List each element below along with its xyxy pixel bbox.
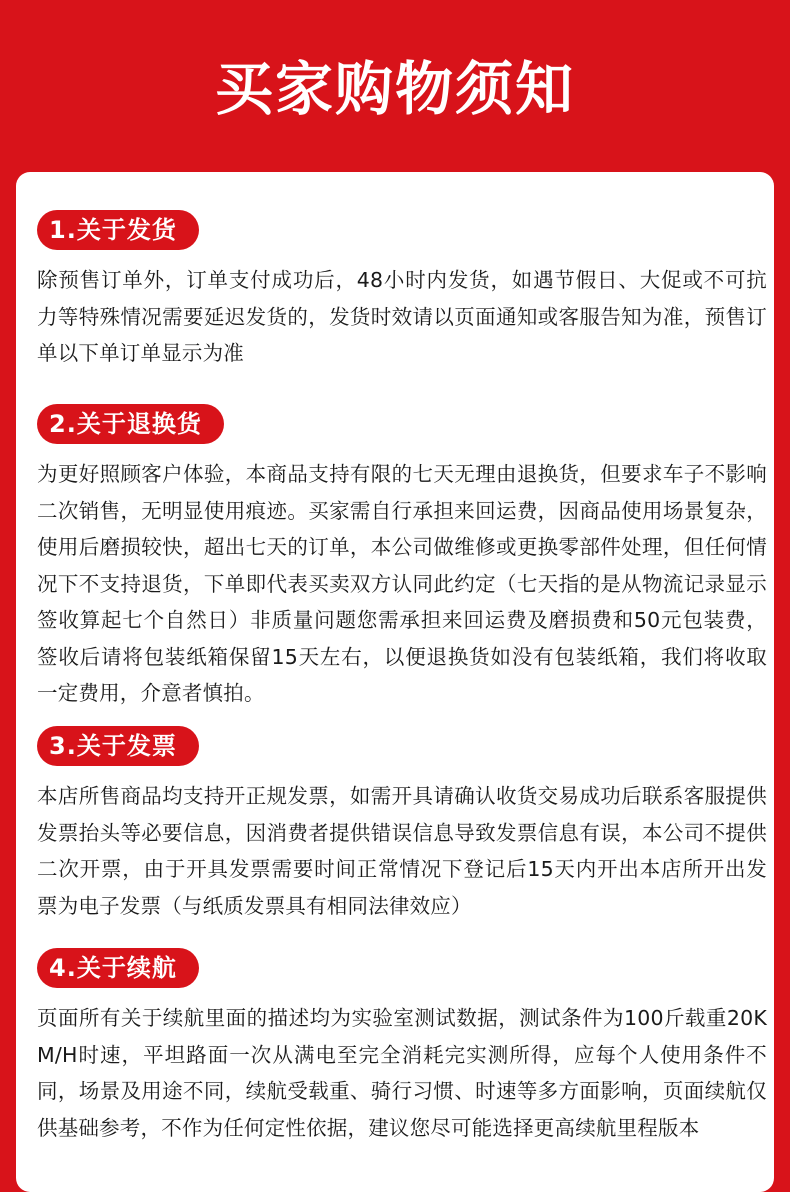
section-body-returns: 为更好照顾客户体验，本商品支持有限的七天无理由退换货，但要求车子不影响二次销售，无明显使用痕迹。买家需自行承担来回运费，因商品使用场景复杂，使用后磨损较快，超出七天的订单，本公司做维修或更换零部件处理，但任何情况下不支持退货，下单即代表买卖双方认同此约定（七天指的是从物流记录显示签收算起七个自然日）非质量问题您需承担来回运费及磨损费和50元包装费，签收后请将包装纸箱保留15天左右，以便退换货如没有包装纸箱，我们将收取一定费用，介意者慎拍。 [37,462,767,705]
section-body-range: 页面所有关于续航里面的描述均为实验室测试数据，测试条件为100斤载重20KM/H时速，平坦路面一次从满电至完全消耗完实测所得，应每个人使用条件不同，场景及用途不同，续航受载重、骑行习惯、时速等多方面影响，页面续航仅供基础参考，不作为任何定性依据，建议您尽可能选择更高续航里程版本 [37,1006,767,1140]
section-heading-shipping: 1.关于发货 [37,210,199,250]
section-heading-invoice: 3.关于发票 [37,726,199,766]
section-heading-returns: 2.关于退换货 [37,404,224,444]
section-heading-range: 4.关于续航 [37,948,199,988]
section-range [37,948,767,1146]
section-body-invoice: 本店所售商品均支持开正规发票，如需开具请确认收货交易成功后联系客服提供发票抬头等必要信息，因消费者提供错误信息导致发票信息有误，本公司不提供二次开票，由于开具发票需要时间正常情况下登记后15天内开出本店所开出发票为电子发票（与纸质发票具有相同法律效应） [37,784,767,918]
section-shipping [37,210,767,372]
notice-card [16,172,774,1192]
section-invoice [37,726,767,924]
page-title: 买家购物须知 [214,55,575,123]
section-returns [37,404,767,712]
section-body-shipping: 除预售订单外，订单支付成功后，48小时内发货，如遇节假日、大促或不可抗力等特殊情况需要延迟发货的，发货时效请以页面通知或客服告知为准，预售订单以下单订单显示为准 [37,268,767,365]
